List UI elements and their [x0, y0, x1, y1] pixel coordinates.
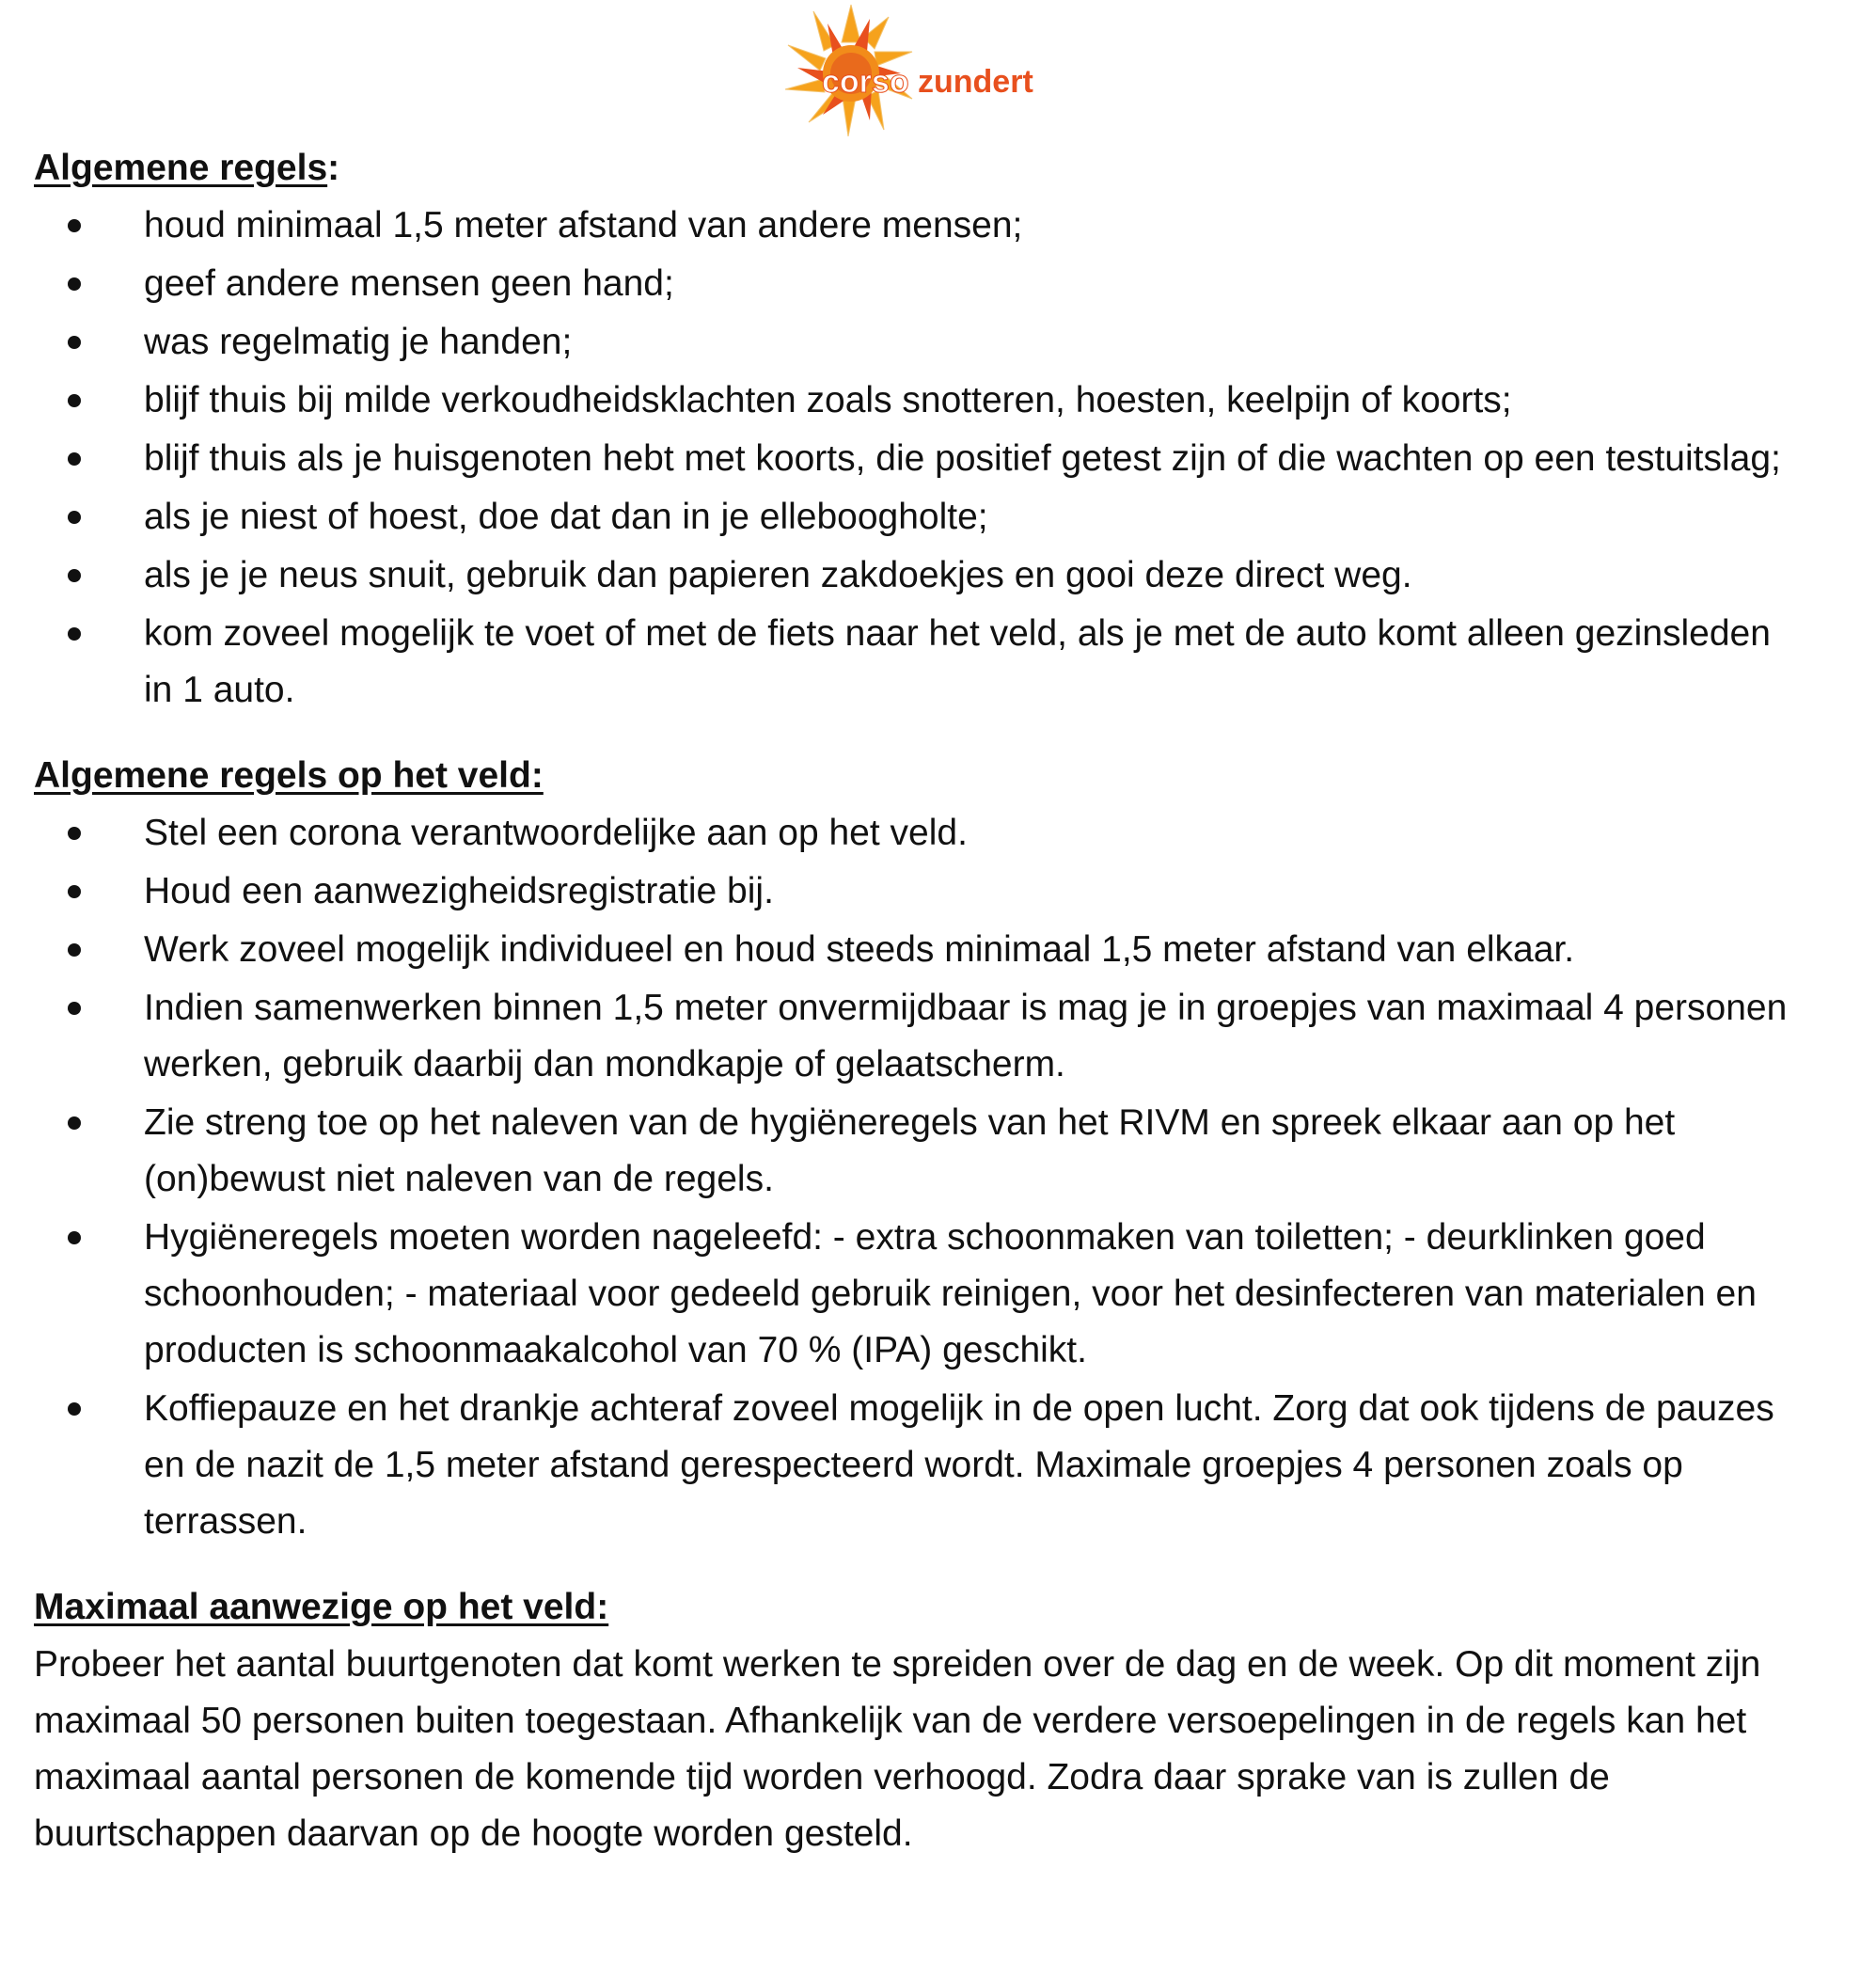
bullet-icon	[68, 511, 81, 524]
bullet-icon	[68, 827, 81, 840]
list-item-text: kom zoveel mogelijk te voet of met de fiets naar het veld, als je met de auto komt alleen gezinsleden in 1 auto.	[144, 613, 1771, 710]
section-heading-colon: :	[327, 148, 340, 188]
list-item-text: als je niest of hoest, doe dat dan in je elleboogholte;	[144, 497, 988, 537]
section-heading-text: Maximaal aanwezige op het veld:	[34, 1587, 609, 1627]
list-item-text: blijf thuis als je huisgenoten hebt met koorts, die positief getest zijn of die wachten op een testuitslag;	[144, 438, 1781, 479]
bullet-icon	[68, 394, 81, 407]
list-item-text: Indien samenwerken binnen 1,5 meter onvermijdbaar is mag je in groepjes van maximaal 4 personen werken, gebruik daarbij dan mondkapje of gelaatscherm.	[144, 988, 1788, 1084]
bullet-icon	[68, 219, 81, 232]
section-heading-regels-op-het-veld	[34, 747, 1821, 805]
bullet-icon	[68, 1402, 81, 1416]
section-heading-algemene-regels	[34, 139, 1821, 198]
list-item	[34, 922, 1821, 978]
list-item	[34, 372, 1821, 429]
list-item-text: houd minimaal 1,5 meter afstand van andere mensen;	[144, 205, 1023, 245]
bullet-icon	[68, 336, 81, 349]
bullet-icon	[68, 277, 81, 291]
section-heading-text: Algemene regels	[34, 148, 328, 188]
section-gap	[34, 1552, 1821, 1578]
section-heading-maximaal-aanwezige	[34, 1578, 1821, 1637]
list-item	[34, 980, 1821, 1093]
corso-zundert-logo	[780, 0, 1053, 136]
list-item-text: Houd een aanwezigheidsregistratie bij.	[144, 871, 774, 911]
list-item	[34, 431, 1821, 487]
list-item-text: was regelmatig je handen;	[144, 322, 573, 362]
regels-op-het-veld-list	[34, 805, 1821, 1550]
list-item	[34, 1210, 1821, 1379]
list-item	[34, 1095, 1821, 1208]
bullet-icon	[68, 627, 81, 641]
bullet-icon	[68, 1116, 81, 1130]
list-item	[34, 547, 1821, 604]
list-item	[34, 606, 1821, 719]
bullet-icon	[68, 452, 81, 466]
list-item-text: Koffiepauze en het drankje achteraf zoveel mogelijk in de open lucht. Zorg dat ook tijdens de pauzes en de nazit de 1,5 meter afstand gerespecteerd wordt. Maximale groepjes 4 personen zoals op terrassen.	[144, 1388, 1774, 1542]
list-item-text: Werk zoveel mogelijk individueel en houd steeds minimaal 1,5 meter afstand van elkaar.	[144, 929, 1575, 970]
section-heading-text: Algemene regels op het veld:	[34, 755, 544, 796]
maximaal-aanwezige-paragraph: Probeer het aantal buurtgenoten dat komt werken te spreiden over de dag en de week. Op dit moment zijn maximaal 50 personen buiten toegestaan. Afhankelijk van de verdere versoepelingen in de regels kan het maximaal aantal personen de komende tijd worden verhoogd. Zodra daar sprake van is zullen de buurtschappen daarvan op de hoogte worden gesteld.	[34, 1644, 1761, 1854]
list-item-text: blijf thuis bij milde verkoudheidsklachten zoals snotteren, hoesten, keelpijn of koorts;	[144, 380, 1512, 420]
bullet-icon	[68, 885, 81, 898]
bullet-icon	[68, 943, 81, 957]
logo-word-corso: corso	[822, 64, 909, 100]
list-item-text: geef andere mensen geen hand;	[144, 263, 674, 304]
list-item	[34, 489, 1821, 546]
list-item	[34, 1381, 1821, 1550]
list-item-text: als je je neus snuit, gebruik dan papieren zakdoekjes en gooi deze direct weg.	[144, 555, 1412, 595]
list-item-text: Hygiëneregels moeten worden nageleefd: - extra schoonmaken van toiletten; - deurklinken goed schoonhouden; - materiaal voor gedeeld gebruik reinigen, voor het desinfecteren van materialen en producten is schoonmaakalcohol van 70 % (IPA) geschikt.	[144, 1217, 1757, 1370]
section-gap	[34, 720, 1821, 747]
algemene-regels-list	[34, 198, 1821, 719]
list-item	[34, 198, 1821, 254]
list-item	[34, 863, 1821, 920]
document-body	[34, 139, 1821, 1862]
list-item	[34, 805, 1821, 862]
bullet-icon	[68, 1231, 81, 1244]
bullet-icon	[68, 1002, 81, 1015]
list-item	[34, 314, 1821, 371]
logo-word-zundert: zundert	[918, 64, 1033, 100]
list-item-text: Stel een corona verantwoordelijke aan op het veld.	[144, 813, 968, 853]
list-item-text: Zie streng toe op het naleven van de hygiëneregels van het RIVM en spreek elkaar aan op het (on)bewust niet naleven van de regels.	[144, 1102, 1676, 1199]
bullet-icon	[68, 569, 81, 582]
list-item	[34, 256, 1821, 312]
